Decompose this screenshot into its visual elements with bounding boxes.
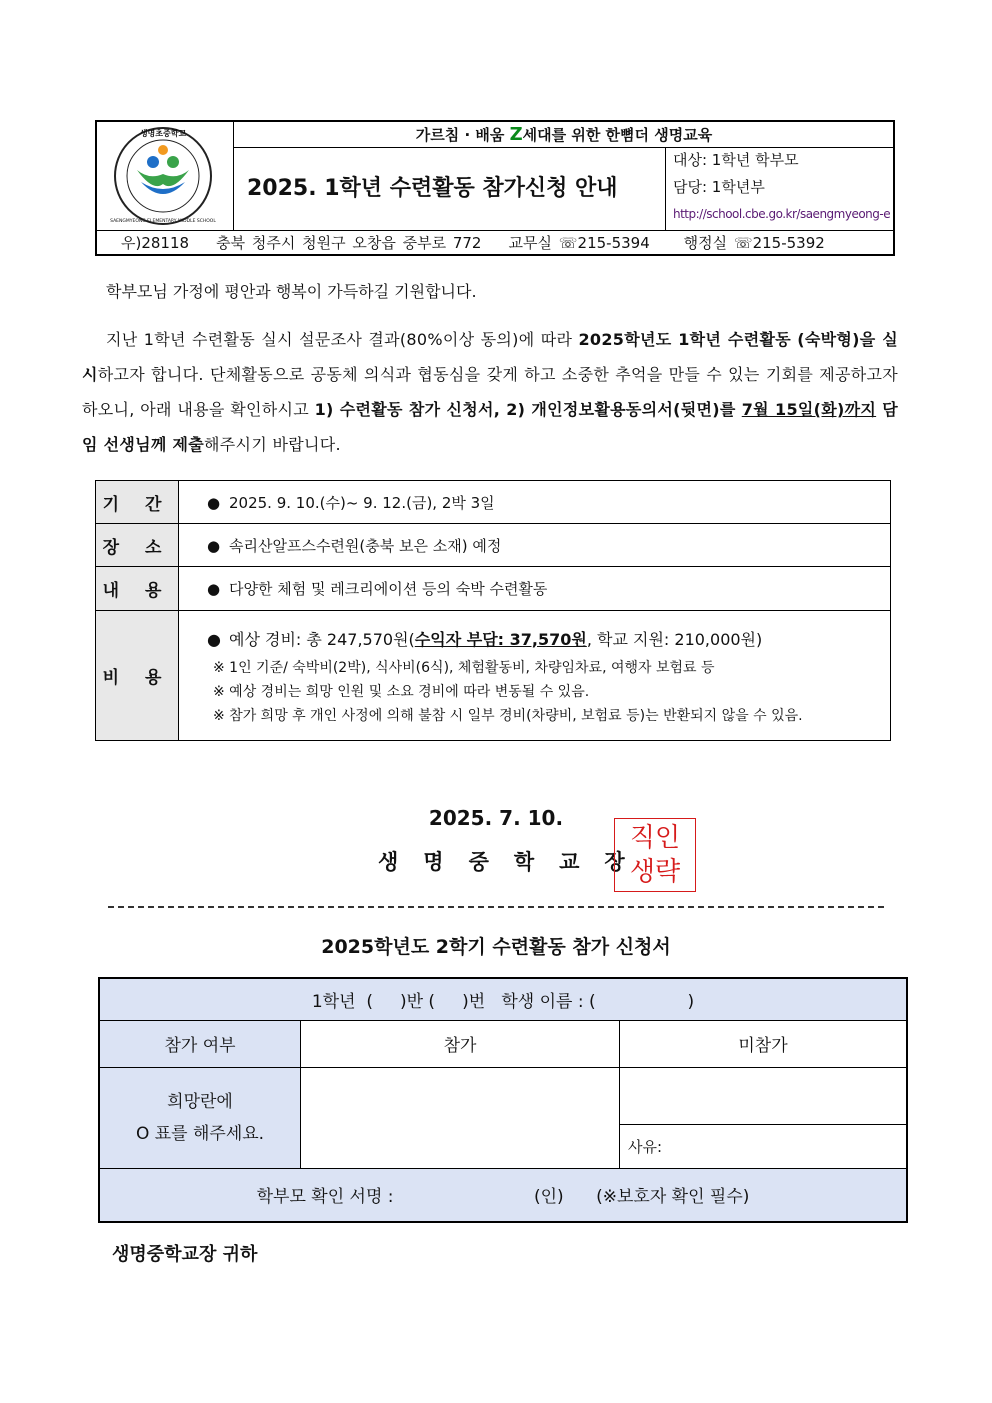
issue-date: 2025. 7. 10.: [428, 806, 564, 830]
cost-note-2: ※ 예상 경비는 희망 인원 및 소요 경비에 따라 변동될 수 있음.: [213, 683, 590, 700]
logo-ring-text: 생명초중학교: [139, 129, 187, 138]
period-value: ● 2025. 9. 10.(수)~ 9. 12.(금), 2박 3일: [179, 481, 891, 524]
application-title: 2025학년도 2학기 수련활동 참가 신청서: [321, 936, 671, 958]
intro-paragraph: 지난 1학년 수련활동 실시 설문조사 결과(80%이상 동의)에 따라 2025학년도 1학년 수련활동 (숙박형)을 실시하고자 합니다. 단체활동으로 공동체 의식과 협동심을 갖게 하고 소중한 추억을 만들 수 있는 기회를 제공하고자 하오니, 아래 내용을 확인하시고 1) 수련활동 참가 신청서, 2) 개인정보활용동의서(뒷면)를 7월 15일(화)까지 담임 선생님께 제출해주시기 바랍니다.: [82, 330, 898, 454]
addressee: 생명중학교장 귀하: [112, 1244, 258, 1265]
reason-field[interactable]: 사유:: [620, 1124, 908, 1168]
cut-line: [108, 906, 884, 908]
application-form: [98, 977, 908, 1223]
document-title: 2025. 1학년 수련활동 참가신청 안내: [233, 147, 666, 230]
cost-value: ● 예상 경비: 총 247,570원(수익자 부담: 37,570원, 학교 지원: 210,000원) ※ 1인 기준/ 숙박비(2박), 식사비(6식), 체험활동비, 차량임차료, 여행자 보험료 등 ※ 예상 경비는 희망 인원 및 소요 경비에 따라 변동될 수 있음. ※ 참가 희망 후 개인 사정에 의해 불참 시 일부 경비(차량비, 보험료 등)는 반환되지 않을 수 있음.: [179, 611, 891, 741]
place-value: ● 속리산알프스수련원(충북 보은 소재) 예정: [179, 524, 891, 567]
school-url-link[interactable]: http://school.cbe.go.kr/saengmyeong-e: [673, 207, 891, 221]
cost-note-3: ※ 참가 희망 후 개인 사정에 의해 불참 시 일부 경비(차량비, 보험료 등)는 반환되지 않을 수 있음.: [213, 707, 803, 724]
cost-label: 비 용: [96, 611, 179, 741]
logo-sub-text: SAENGMYEONG ELEMENTARY MIDDLE SCHOOL: [110, 219, 216, 224]
not-participate-mark-cell[interactable]: [620, 1067, 908, 1124]
school-logo: [97, 122, 234, 230]
manager: 담당: 1학년부: [673, 178, 765, 196]
participate-mark-cell[interactable]: [301, 1067, 620, 1168]
official-stamp: 직인 생략: [614, 818, 696, 892]
principal-name: 생명중학교장: [378, 850, 650, 874]
content-value: ● 다양한 체험 및 레크리에이션 등의 숙박 수련활동: [179, 567, 891, 611]
document-info: [665, 147, 895, 230]
participation-label: 참가 여부: [99, 1020, 301, 1067]
period-label: 기 간: [96, 481, 179, 524]
content-label: 내 용: [96, 567, 179, 611]
student-info-row[interactable]: 1학년 ( )반 ( )번 학생 이름 : ( ): [99, 978, 907, 1020]
greeting: 학부모님 가정에 평안과 행복이 가득하길 기원합니다.: [106, 282, 477, 301]
address-row: 우)28118 충북 청주시 청원구 오창읍 중부로 772 교무실 ☏215-5394 행정실 ☏215-5392: [97, 230, 893, 255]
participate-header: 참가: [301, 1020, 620, 1067]
instruction-cell: 희망란에 O 표를 해주세요.: [99, 1067, 301, 1168]
target-audience: 대상: 1학년 학부모: [673, 151, 799, 169]
school-emblem-icon: [97, 122, 233, 230]
cost-note-1: ※ 1인 기준/ 숙박비(2박), 식사비(6식), 체험활동비, 차량임차료, 여행자 보험료 등: [213, 659, 715, 676]
details-table: [95, 480, 891, 741]
slogan: 가르침 · 배움 Z세대를 위한 한뼘더 생명교육: [233, 122, 895, 148]
parent-signature-row[interactable]: 학부모 확인 서명 : (인) (※보호자 확인 필수): [99, 1168, 907, 1222]
document-header: [95, 120, 895, 256]
place-label: 장 소: [96, 524, 179, 567]
not-participate-header: 미참가: [620, 1020, 908, 1067]
